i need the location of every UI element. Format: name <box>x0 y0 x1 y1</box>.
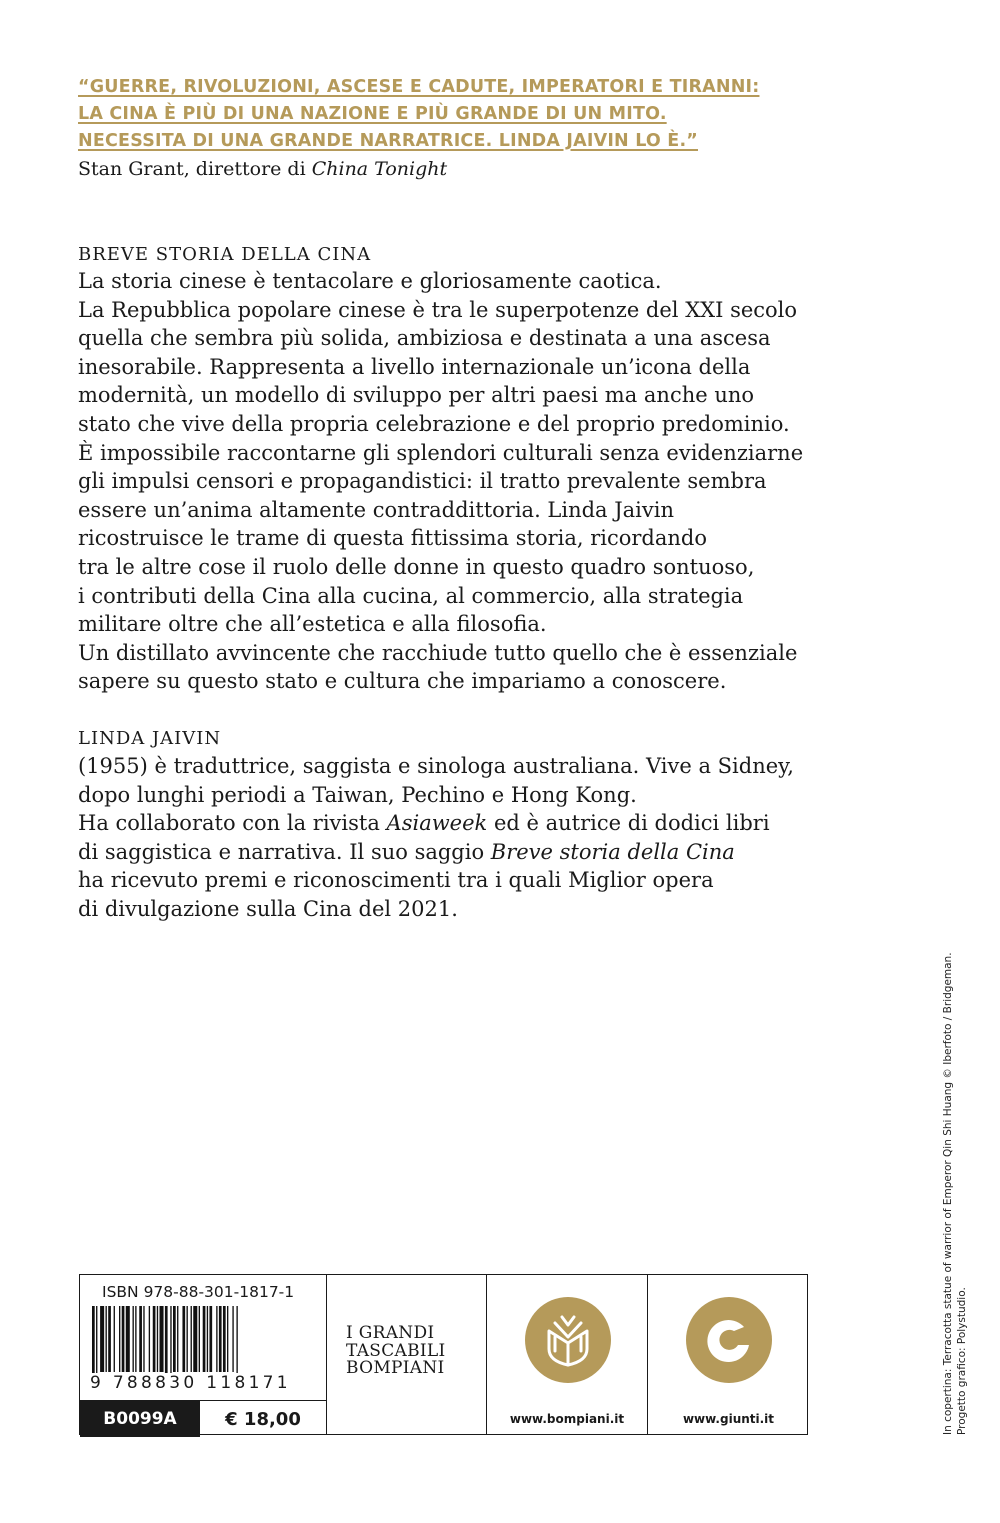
attribution-prefix: Stan Grant, direttore di <box>78 158 312 180</box>
barcode-bar <box>153 1306 156 1372</box>
barcode-bar <box>139 1306 142 1372</box>
blurb-line: La storia cinese è tentacolare e gloriosamente caotica. <box>78 269 662 293</box>
barcode-bar <box>203 1306 206 1372</box>
barcode-bar <box>157 1306 158 1372</box>
quote-line: NECESSITA DI UNA GRANDE NARRATRICE. LINDA JAIVIN LO È.” <box>78 131 698 151</box>
barcode-bar <box>232 1306 233 1372</box>
blurb-line: i contributi della Cina alla cucina, al commercio, alla strategia <box>78 583 744 608</box>
blurb-title: BREVE STORIA DELLA CINA <box>78 244 372 265</box>
barcode-bar <box>126 1306 130 1372</box>
quote-block <box>78 74 838 155</box>
isbn-text: ISBN 978-88-301-1817-1 <box>102 1283 295 1301</box>
quote-line: “GUERRE, RIVOLUZIONI, ASCESE E CADUTE, IMPERATORI E TIRANNI: <box>78 77 760 97</box>
bio-text: ed è autrice di dodici libri <box>487 811 770 836</box>
barcode-bar <box>108 1306 111 1372</box>
blurb-line: sapere su questo stato e cultura che impariamo a conoscere. <box>78 669 727 694</box>
footer-box <box>79 1274 808 1435</box>
series-line: BOMPIANI <box>346 1358 445 1378</box>
barcode-bar <box>160 1306 164 1372</box>
barcode-bar <box>114 1306 115 1372</box>
bio-line: di divulgazione sulla Cina del 2021. <box>78 896 458 921</box>
blurb-line: inesorabile. Rappresenta a livello internazionale un’icona della <box>78 354 751 379</box>
blurb-line: ricostruisce le trame di questa fittissima storia, ricordando <box>78 526 708 551</box>
barcode-bar <box>199 1306 200 1372</box>
series-cell <box>327 1275 487 1434</box>
blurb-line: Un distillato avvincente che racchiude tutto quello che è essenziale <box>78 640 798 665</box>
price: € 18,00 <box>225 1408 301 1430</box>
quote-line: LA CINA È PIÙ DI UNA NAZIONE E PIÙ GRANDE DI UN MITO. <box>78 104 667 124</box>
barcode-bar <box>100 1306 104 1372</box>
barcode-bar <box>135 1306 136 1372</box>
barcode-bar <box>191 1306 192 1372</box>
cover-credits <box>941 952 969 1435</box>
barcode-bar <box>209 1306 212 1372</box>
blurb-line: quella che sembra più solida, ambiziosa e destinata a una ascesa <box>78 326 771 351</box>
series-line: TASCABILI <box>346 1340 446 1361</box>
barcode-bar <box>177 1306 178 1372</box>
blurb-line: stato che vive della propria celebrazione e del proprio predominio. <box>78 411 790 436</box>
barcode-bar <box>119 1306 120 1372</box>
barcode-bar <box>216 1306 217 1372</box>
bompiani-site: www.bompiani.it <box>509 1412 625 1426</box>
barcode-bar <box>149 1306 150 1372</box>
quote-attribution <box>78 158 447 180</box>
bio-book-title: Breve storia della Cina <box>490 839 735 864</box>
series-name <box>346 1325 446 1378</box>
barcode-number: 9 788830 118171 <box>90 1373 291 1393</box>
bompiani-cell <box>487 1275 648 1434</box>
bio-line: ha ricevuto premi e riconoscimenti tra i quali Miglior opera <box>78 868 714 893</box>
code-price-bar <box>80 1400 326 1437</box>
giunti-logo-icon <box>686 1297 772 1383</box>
bio-line <box>78 809 794 838</box>
barcode-bar <box>207 1306 208 1372</box>
giunti-cell <box>648 1275 809 1434</box>
barcode-bar <box>227 1306 228 1372</box>
barcode-bar <box>122 1306 125 1372</box>
product-code: B0099A <box>80 1401 200 1437</box>
author-title: LINDA JAIVIN <box>78 728 222 749</box>
barcode-bar <box>173 1306 176 1372</box>
bio-line <box>78 838 794 867</box>
barcode-bar <box>187 1306 188 1372</box>
blurb-text <box>78 267 803 696</box>
attribution-show-title: China Tonight <box>311 158 448 180</box>
credit-line: In copertina: Terracotta statue of warrior of Emperor Qin Shi Huang © Iberfoto / Bridgeman. <box>942 952 954 1435</box>
giunti-site: www.giunti.it <box>682 1412 775 1426</box>
bio-text: di saggistica e narrativa. Il suo saggio <box>78 839 491 864</box>
blurb-line: essere un’anima altamente contraddittoria. Linda Jaivin <box>78 497 675 522</box>
barcode-cell <box>80 1275 327 1434</box>
blurb-line: tra le altre cose il ruolo delle donne in questo quadro sontuoso, <box>78 554 755 579</box>
barcode-bar <box>223 1306 226 1372</box>
barcode-bar <box>133 1306 134 1372</box>
blurb-line: militare oltre che all’estetica e alla filosofia. <box>78 612 547 637</box>
author-bio <box>78 752 794 924</box>
blurb-line: modernità, un modello di sviluppo per altri paesi ma anche uno <box>78 383 755 408</box>
barcode-bar <box>219 1306 222 1372</box>
credit-line: Progetto grafico: Polystudio. <box>956 1287 968 1435</box>
bio-line: (1955) è traduttrice, saggista e sinologa australiana. Vive a Sidney, <box>78 754 794 778</box>
barcode-bar <box>182 1306 185 1372</box>
series-line: I GRANDI <box>346 1323 435 1343</box>
barcode-bar <box>143 1306 144 1372</box>
bio-line: dopo lunghi periodi a Taiwan, Pechino e Hong Kong. <box>78 782 637 807</box>
barcode-bar <box>106 1306 107 1372</box>
blurb-line: È impossibile raccontarne gli splendori culturali senza evidenziarne <box>78 440 804 465</box>
bompiani-logo-icon <box>525 1297 611 1383</box>
blurb-line: gli impulsi censori e propagandistici: il tratto prevalente sembra <box>78 469 767 494</box>
blurb-line: La Repubblica popolare cinese è tra le superpotenze del XXI secolo <box>78 297 798 322</box>
bio-magazine-title: Asiaweek <box>386 811 488 836</box>
bio-text: Ha collaborato con la rivista <box>78 811 387 836</box>
barcode-bar <box>193 1306 197 1372</box>
